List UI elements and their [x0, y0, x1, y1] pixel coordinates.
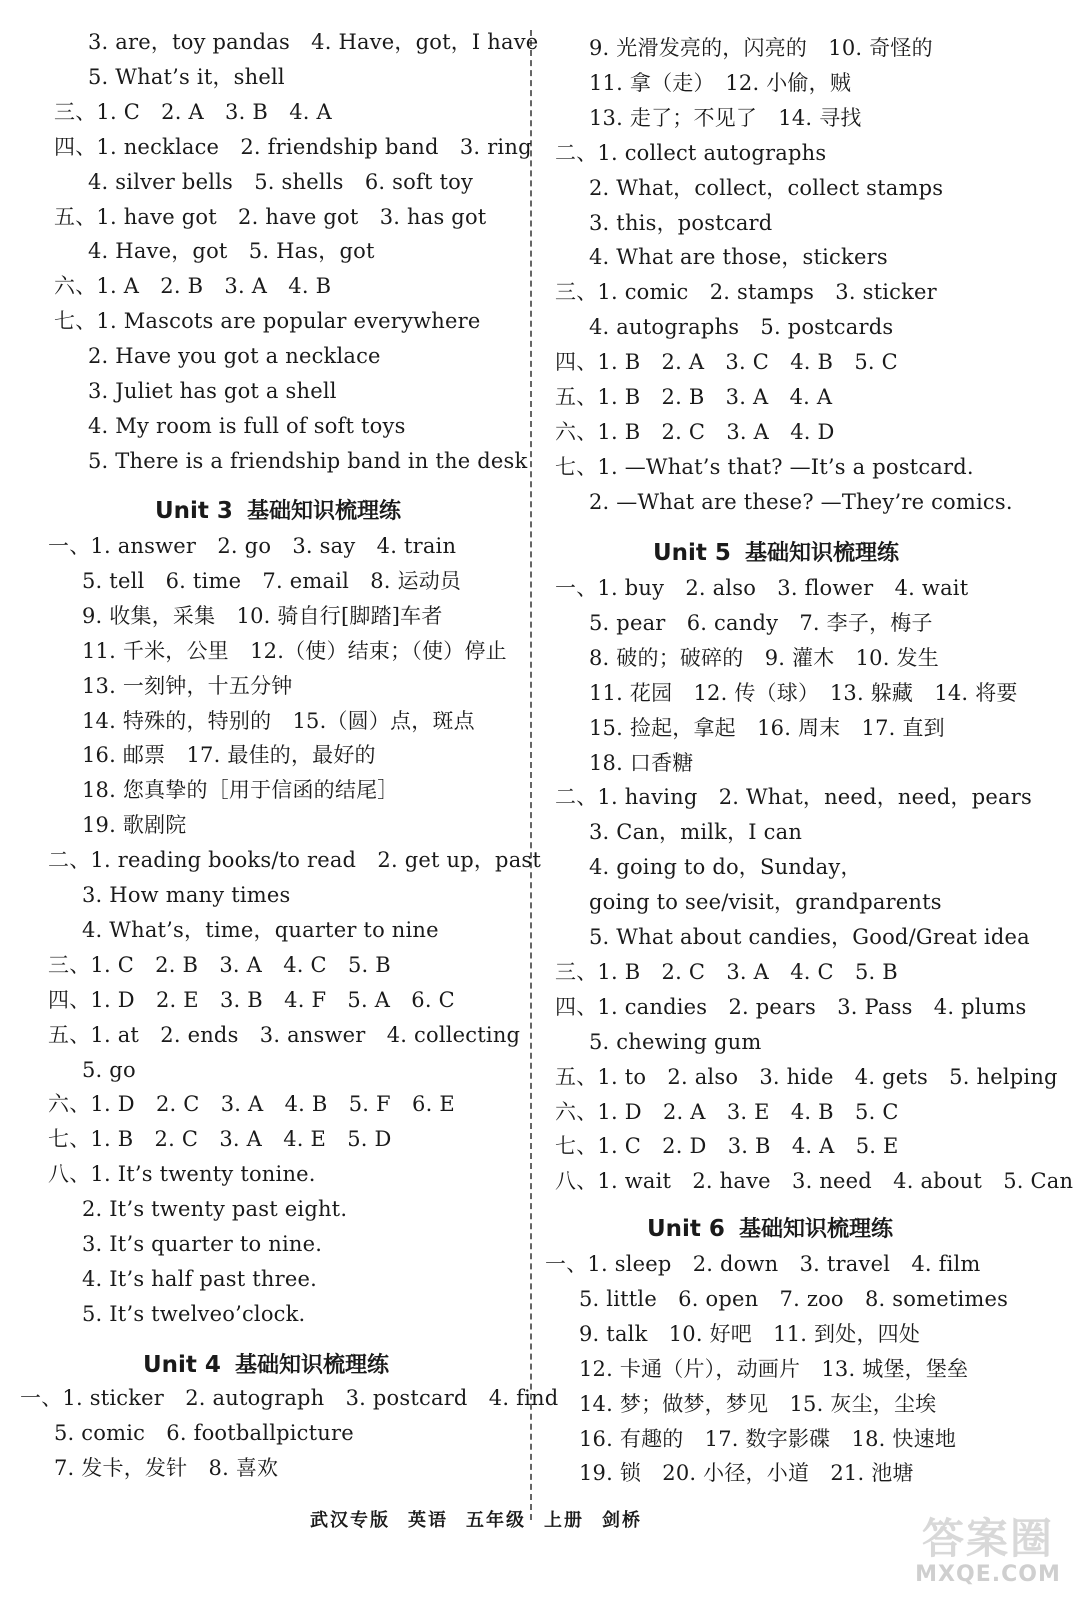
answer-line: 13. 一刻钟，十五分钟: [82, 673, 293, 698]
footer-term: 上册: [544, 1510, 584, 1531]
answer-line: 三、1. comic 2. stamps 3. sticker: [555, 280, 937, 305]
answer-line: 4. Have，got 5. Has，got: [88, 239, 375, 264]
answer-line: 7. 发卡，发针 8. 喜欢: [54, 1455, 279, 1480]
answer-line: 四、1. candies 2. pears 3. Pass 4. plums: [555, 994, 1027, 1019]
answer-line: 5. go: [82, 1057, 136, 1082]
answer-line: 二、1. collect autographs: [555, 140, 827, 165]
unit4-heading: [143, 1350, 389, 1381]
answer-line: 五、1. B 2. B 3. A 4. A: [555, 385, 833, 409]
answer-line: 19. 歌剧院: [82, 813, 187, 838]
answer-line: 四、1. D 2. E 3. B 4. F 5. A 6. C: [48, 987, 455, 1012]
answer-line: 六、1. D 2. A 3. E 4. B 5. C: [555, 1099, 899, 1124]
answer-line: 8. 破的；破碎的 9. 灌木 10. 发生: [589, 645, 939, 670]
answer-line: 4. What are those，stickers: [589, 245, 888, 270]
answer-line: 五、1. at 2. ends 3. answer 4. collecting: [48, 1022, 521, 1047]
answer-line: 四、1. B 2. A 3. C 4. B 5. C: [555, 350, 898, 375]
answer-line: 3. Can，milk，I can: [589, 820, 803, 845]
answer-line: 3. Juliet has got a shell: [88, 379, 337, 403]
answer-line: 5. What’s it，shell: [88, 64, 285, 89]
unit6-label: Unit 6: [647, 1216, 725, 1242]
answer-line: 16. 邮票 17. 最佳的，最好的: [82, 743, 376, 768]
watermark-text: 答案圈: [921, 1514, 1054, 1563]
answer-line: 9. talk 10. 好吧 11. 到处，四处: [579, 1321, 921, 1346]
answer-line: 4. My room is full of soft toys: [88, 413, 406, 438]
answer-line: 18. 口香糖: [589, 750, 694, 775]
answer-line: 八、1. wait 2. have 3. need 4. about 5. Can: [555, 1169, 1074, 1194]
answer-line: 5. little 6. open 7. zoo 8. sometimes: [579, 1286, 1009, 1311]
answer-line: 2. What，collect，collect stamps: [589, 175, 944, 200]
answer-line: 3. It’s quarter to nine.: [82, 1232, 323, 1256]
watermark-url: MXQE.COM: [915, 1562, 1061, 1587]
answer-line: going to see/visit，grandparents: [589, 890, 942, 915]
unit5-heading: [653, 538, 899, 569]
answer-line: 5. tell 6. time 7. email 8. 运动员: [82, 568, 462, 593]
column-divider: [530, 30, 532, 1520]
answer-line: 一、1. answer 2. go 3. say 4. train: [48, 534, 457, 558]
answer-line: 9. 光滑发亮的，闪亮的 10. 奇怪的: [589, 36, 933, 60]
answer-line: 5. What about candies，Good/Great idea: [589, 925, 1030, 949]
answer-line: 5. comic 6. footballpicture: [54, 1420, 354, 1445]
answer-line: 三、1. C 2. B 3. A 4. C 5. B: [48, 952, 391, 977]
unit6-title: 基础知识梳理练: [738, 1217, 893, 1242]
answer-line: 4. going to do，Sunday，: [589, 855, 862, 880]
answer-line: 5. There is a friendship band in the desk: [88, 448, 528, 473]
answer-line: 11. 花园 12. 传（球） 13. 躲藏 14. 将要: [589, 680, 1018, 705]
answer-line: 七、1. C 2. D 3. B 4. A 5. E: [555, 1134, 899, 1159]
answer-line: 七、1. —What’s that? —It’s a postcard.: [555, 454, 974, 479]
answer-line: 五、1. have got 2. have got 3. has got: [54, 204, 487, 229]
answer-line: 5. It’s twelveo’clock.: [82, 1301, 306, 1326]
footer-grade: 五年级: [466, 1510, 526, 1531]
answer-line: 12. 卡通（片），动画片 13. 城堡，堡垒: [579, 1356, 969, 1381]
answer-line: 2. It’s twenty past eight.: [82, 1197, 348, 1222]
answer-line: 三、1. C 2. A 3. B 4. A: [54, 99, 332, 124]
answer-line: 4. What’s，time，quarter to nine: [82, 917, 439, 942]
answer-line: 16. 有趣的 17. 数字影碟 18. 快速地: [579, 1426, 957, 1451]
answer-line: 三、1. B 2. C 3. A 4. C 5. B: [555, 959, 898, 984]
footer-publisher: 剑桥: [602, 1510, 642, 1531]
answer-line: 四、1. necklace 2. friendship band 3. ring: [54, 134, 532, 159]
answer-line: 七、1. Mascots are popular everywhere: [54, 309, 481, 334]
page-footer: [310, 1506, 660, 1532]
answer-line: 4. It’s half past three.: [82, 1266, 317, 1291]
answer-line: 3. are，toy pandas 4. Have，got，I have: [88, 30, 539, 54]
answer-line: 4. autographs 5. postcards: [589, 315, 894, 340]
answer-line: 二、1. reading books/to read 2. get up，past: [48, 848, 542, 873]
answer-line: 六、1. D 2. C 3. A 4. B 5. F 6. E: [48, 1092, 455, 1117]
answer-line: 二、1. having 2. What，need，need，pears: [555, 785, 1032, 810]
answer-line: 15. 捡起，拿起 16. 周末 17. 直到: [589, 715, 945, 740]
answer-line: 11. 拿（走） 12. 小偷，贼: [589, 70, 852, 95]
answer-line: 13. 走了；不见了 14. 寻找: [589, 105, 862, 130]
answer-line: 六、1. B 2. C 3. A 4. D: [555, 419, 835, 444]
answer-line: 一、1. sticker 2. autograph 3. postcard 4. find: [20, 1386, 559, 1410]
unit3-title: 基础知识梳理练: [246, 499, 401, 524]
footer-subject: 英语: [408, 1510, 448, 1531]
answer-line: 19. 锁 20. 小径，小道 21. 池塘: [579, 1461, 914, 1486]
answer-line: 18. 您真挚的［用于信函的结尾］: [82, 778, 399, 803]
answer-line: 一、1. sleep 2. down 3. travel 4. film: [545, 1252, 981, 1276]
answer-line: 六、1. A 2. B 3. A 4. B: [54, 274, 332, 299]
answer-line: 2. —What are these? —They’re comics.: [589, 489, 1013, 514]
footer-edition: 武汉专版: [310, 1510, 390, 1531]
unit3-heading: [155, 496, 401, 527]
answer-line: 5. chewing gum: [589, 1029, 762, 1054]
answer-line: 3. this，postcard: [589, 210, 773, 235]
answer-line: 11. 千米，公里 12.（使）结束；（使）停止: [82, 638, 507, 663]
answer-line: 一、1. buy 2. also 3. flower 4. wait: [555, 576, 969, 600]
unit5-label: Unit 5: [653, 540, 731, 566]
answer-line: 5. pear 6. candy 7. 李子，梅子: [589, 610, 933, 635]
answer-line: 2. Have you got a necklace: [88, 344, 381, 369]
unit5-title: 基础知识梳理练: [744, 541, 899, 566]
answer-line: 3. How many times: [82, 883, 291, 907]
answer-line: 9. 收集，采集 10. 骑自行[脚踏]车者: [82, 603, 443, 628]
unit6-heading: [647, 1214, 893, 1245]
watermark: [893, 1506, 1083, 1594]
answer-line: 14. 梦；做梦，梦见 15. 灰尘，尘埃: [579, 1391, 937, 1416]
answer-line: 14. 特殊的，特别的 15.（圆）点，斑点: [82, 708, 475, 733]
answer-line: 七、1. B 2. C 3. A 4. E 5. D: [48, 1127, 392, 1152]
unit4-title: 基础知识梳理练: [234, 1353, 389, 1378]
answer-line: 五、1. to 2. also 3. hide 4. gets 5. helping: [555, 1064, 1058, 1089]
answer-line: 八、1. It’s twenty tonine.: [48, 1162, 316, 1187]
unit4-label: Unit 4: [143, 1352, 221, 1378]
answer-line: 4. silver bells 5. shells 6. soft toy: [88, 169, 474, 194]
unit3-label: Unit 3: [155, 498, 233, 524]
